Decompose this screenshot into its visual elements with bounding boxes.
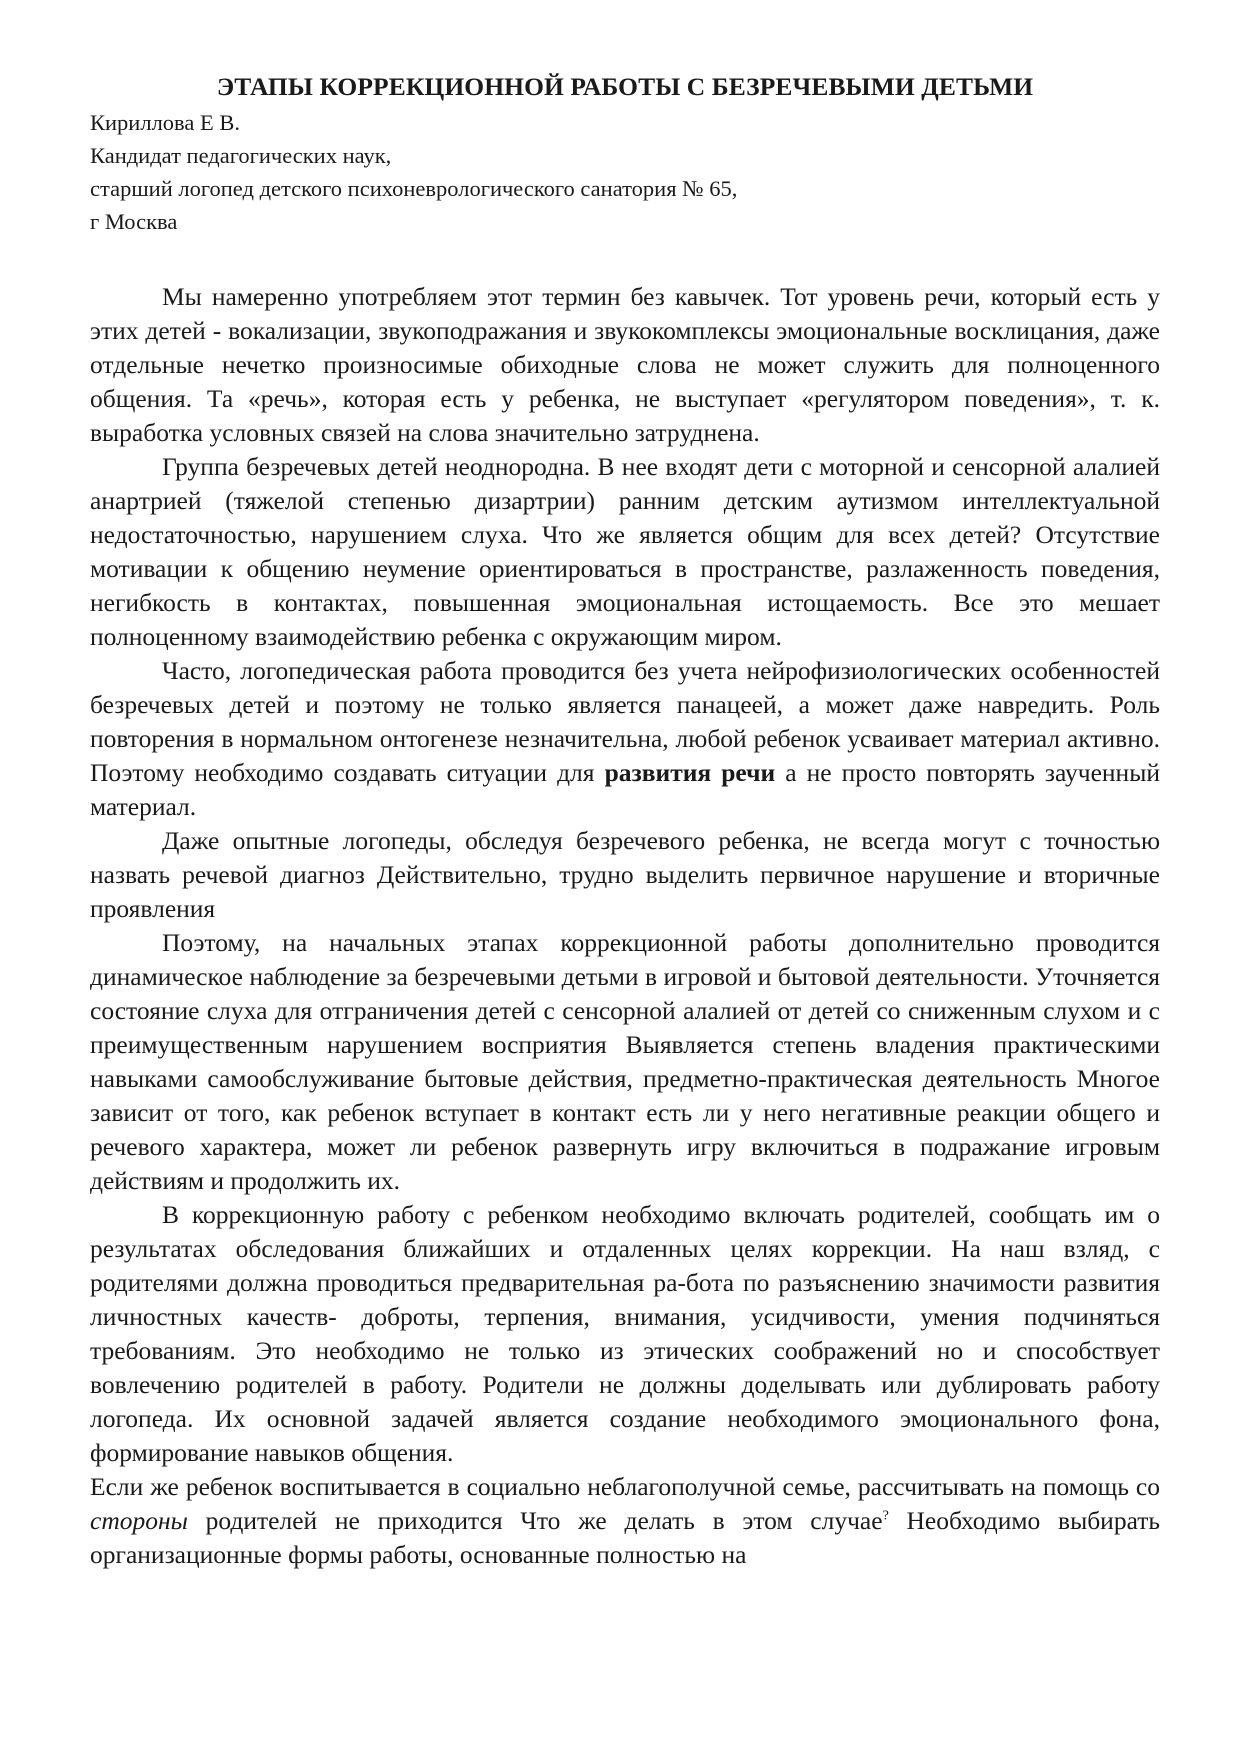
author-block bbox=[90, 106, 1160, 238]
document-title: ЭТАПЫ КОРРЕКЦИОННОЙ РАБОТЫ С БЕЗРЕЧЕВЫМИ ДЕТЬМИ bbox=[216, 72, 1034, 101]
paragraph-7-text-end: Необходимо выбирать организационные формы работы, основанные полностью на bbox=[90, 1506, 1161, 1569]
author-position: старший логопед детского психоневрологического санатория № 65, bbox=[90, 176, 738, 201]
paragraph-7-text-start: Если же ребенок воспитывается в социально неблагополучной семье, рассчитывать на помощь со bbox=[90, 1472, 1160, 1501]
paragraph-3-text-end: а не просто повторять заученный материал. bbox=[90, 758, 1160, 821]
author-name: Кириллова Е В. bbox=[90, 110, 240, 135]
paragraph-5: Поэтому, на начальных этапах коррекционной работы дополнительно проводится динамическое наблюдение за безречевыми детьми в игровой и бытовой деятельности. Уточняется состояние слуха для отграничения детей с сенсорной алалией от детей со сниженным слухом и с преимущественным нарушением восприятия Выявляется степень владения практическими навыками самообслуживание бытовые действия, предметно-практическая деятельность Многое зависит от того, как ребенок вступает в контакт есть ли у него негативные реакции общего и речевого характера, может ли ребенок развернуть игру включиться в подражание игровым действиям и продолжить их. bbox=[90, 928, 1160, 1195]
author-degree: Кандидат педагогических наук, bbox=[90, 143, 392, 168]
paragraph-3-bold-term: развития речи bbox=[604, 758, 776, 787]
paragraph-3-text-start: Часто, логопедическая работа проводится без учета нейрофизиологических особенностей безречевых детей и поэтому не только является панацеей, а может даже навредить. Роль повторения в нормальном онтогенезе незначительна, любой ребенок усваивает материал активно. Поэтому необходимо создавать ситуации для bbox=[90, 656, 1160, 787]
document-page bbox=[90, 70, 1160, 1572]
paragraph-1: Мы намеренно употребляем этот термин без кавычек. Тот уровень речи, который есть у этих детей - вокализации, звукоподражания и звукокомплексы эмоциональные восклицания, даже отдельные нечетко произносимые обиходные слова не может служить для полноценного общения. Та «речь», которая есть у ребенка, не выступает «регулятором поведения», т. к. выработка условных связей на слова значительно затруднена. bbox=[90, 282, 1160, 447]
paragraph-4: Даже опытные логопеды, обследуя безречевого ребенка, не всегда могут с точностью назвать речевой диагноз Действительно, трудно выделить первичное нарушение и вторичные проявления bbox=[90, 826, 1160, 923]
author-city: г Москва bbox=[90, 209, 178, 234]
paragraph-7 bbox=[90, 1470, 1160, 1572]
article-body bbox=[90, 280, 1160, 1572]
paragraph-7-superscript-mark: ? bbox=[882, 1508, 889, 1524]
paragraph-2: Группа безречевых детей неоднородна. В нее входят дети с моторной и сенсорной алалией анартрией (тяжелой степенью дизартрии) ранним детским аутизмом интеллектуальной недостаточностью, нарушением слуха. Что же является общим для всех детей? Отсутствие мотивации к общению неумение ориентироваться в пространстве, разлаженность поведения, негибкость в контактах, повышенная эмоциональная истощаемость. Все это мешает полноценному взаимодействию ребенка с окружающим миром. bbox=[90, 452, 1160, 651]
paragraph-7-text-middle: родителей не приходится Что же делать в этом случае bbox=[187, 1506, 883, 1535]
paragraph-3 bbox=[90, 654, 1160, 824]
paragraph-6: В коррекционную работу с ребенком необходимо включать родителей, сообщать им о результатах обследования ближайших и отдаленных целях коррекции. На наш взляд, с родителями должна проводиться предварительная ра-бота по разъяснению значимости развития личностных качеств- доброты, терпения, внимания, усидчивости, умения подчиняться требованиям. Это необходимо не только из этических соображений но и способствует вовлечению родителей в работу. Родители не должны доделывать или дублировать работу логопеда. Их основной задачей является создание необходимого эмоционального фона, формирование навыков общения. bbox=[90, 1200, 1160, 1467]
paragraph-7-italic-word: стороны bbox=[90, 1506, 188, 1535]
